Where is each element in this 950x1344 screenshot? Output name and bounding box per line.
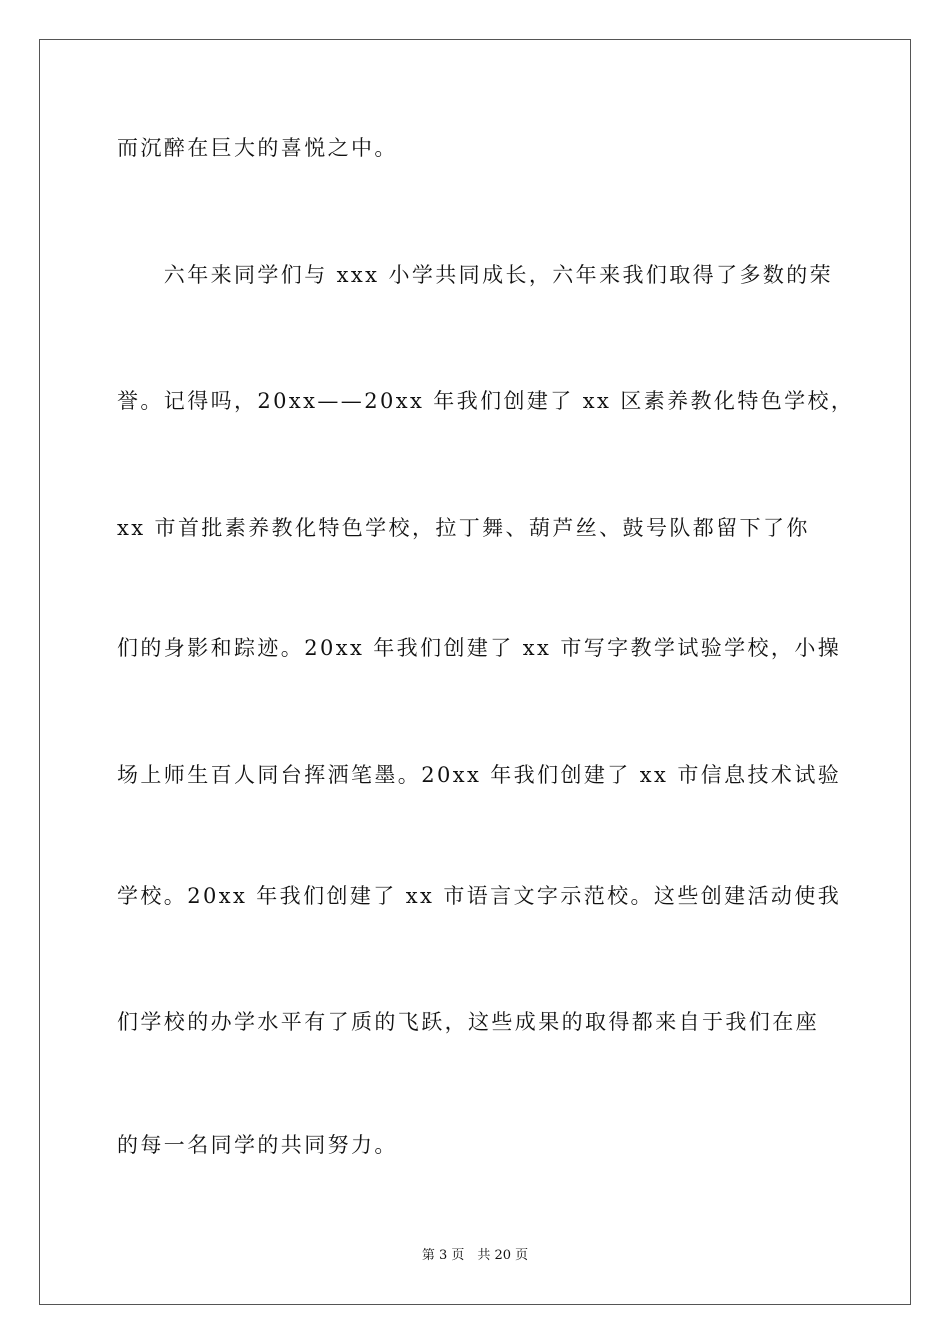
text-line: 誉。记得吗，20xx——20xx 年我们创建了 xx 区素养教化特色学校， [117,389,855,413]
text-line: 场上师生百人同台挥洒笔墨。20xx 年我们创建了 xx 市信息技术试验 [117,763,842,787]
text-line: 六年来同学们与 xxx 小学共同成长，六年来我们取得了多数的荣 [117,263,834,287]
page-border [39,39,911,1305]
text-line: 们的身影和踪迹。20xx 年我们创建了 xx 市写字教学试验学校，小操 [117,636,842,660]
page-number-footer: 第 3 页 共 20 页 [421,1248,529,1263]
text-line: 的每一名同学的共同努力。 [117,1133,398,1157]
text-line: xx 市首批素养教化特色学校，拉丁舞、葫芦丝、鼓号队都留下了你 [117,516,810,540]
text-line: 学校。20xx 年我们创建了 xx 市语言文字示范校。这些创建活动使我 [117,884,842,908]
text-line: 而沉醉在巨大的喜悦之中。 [117,136,398,160]
text-line: 们学校的办学水平有了质的飞跃，这些成果的取得都来自于我们在座 [117,1010,819,1034]
